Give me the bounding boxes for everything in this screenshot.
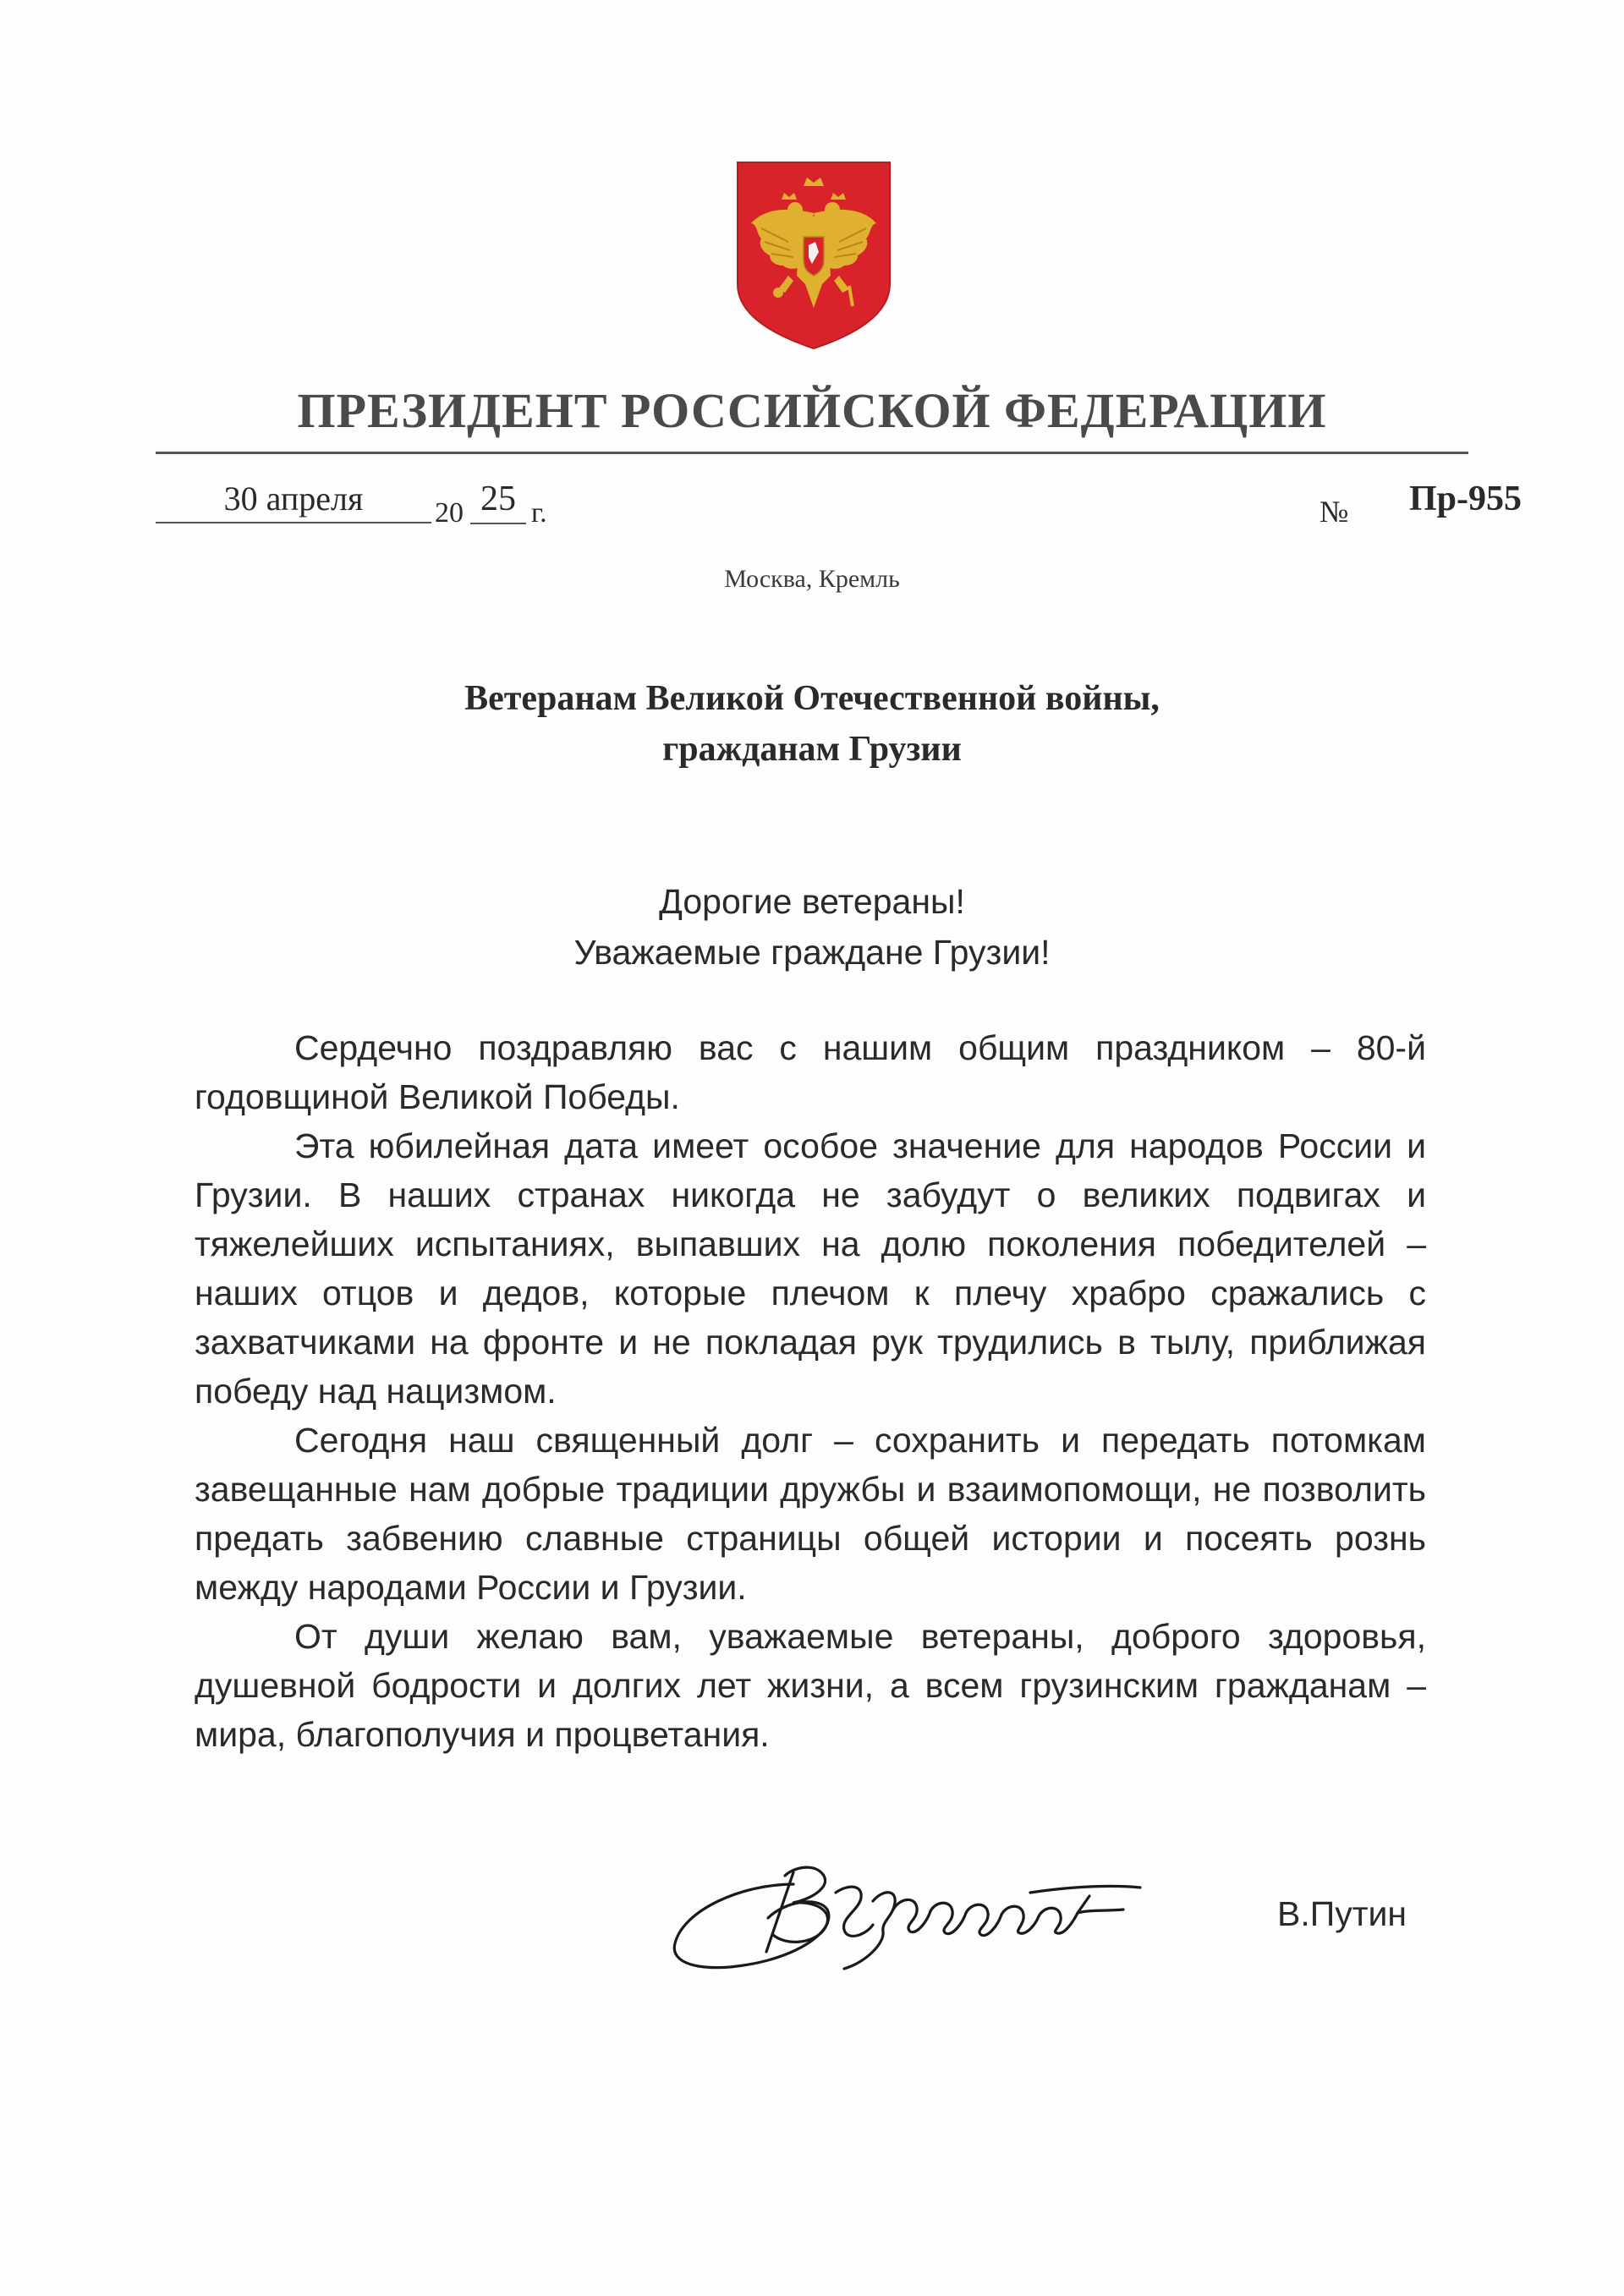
- date-year-mark: г.: [531, 497, 547, 529]
- signer-name: В.Путин: [1277, 1894, 1407, 1933]
- body-paragraph: Сегодня наш священный долг – сохранить и передать потомкам завещанные нам добрые традиции дружбы и взаимопомощи, не позволить предать забвению славные страницы общей истории и посеять рознь между народами России и Грузии.: [195, 1421, 1426, 1607]
- date-year-suffix: 25: [470, 479, 526, 524]
- document-number: Пр-955: [1409, 479, 1522, 518]
- place-of-issue: Москва, Кремль: [724, 565, 900, 593]
- letter-body: [195, 1023, 1426, 1759]
- body-paragraph: Эта юбилейная дата имеет особое значение для народов России и Грузии. В наших странах никогда не забудут о великих подвигах и тяжелейших испытаниях, выпавших на долю поколения победителей – наших отцов и дедов, которые плечом к плечу храбро сражались с захватчиками на фронте и не покладая рук трудились в тылу, приближая победу над нацизмом.: [195, 1126, 1426, 1411]
- body-paragraph: Сердечно поздравляю вас с нашим общим праздником – 80-й годовщиной Великой Победы.: [195, 1028, 1426, 1116]
- handwritten-signature-icon: [667, 1850, 1208, 1977]
- addressee: [0, 673, 1624, 775]
- page-title: ПРЕЗИДЕНТ РОССИЙСКОЙ ФЕДЕРАЦИИ: [297, 383, 1327, 438]
- addressee-line: гражданам Грузии: [662, 730, 962, 769]
- salutation-line: Уважаемые граждане Грузии!: [573, 933, 1051, 972]
- header-divider: [156, 452, 1468, 454]
- body-paragraph: От души желаю вам, уважаемые ветераны, доброго здоровья, душевной бодрости и долгих лет жизни, а всем грузинским гражданам – мира, благополучия и процветания.: [195, 1617, 1426, 1754]
- addressee-line: Ветеранам Великой Отечественной войны,: [464, 679, 1160, 718]
- salutation: [0, 876, 1624, 978]
- date-century: 20: [435, 497, 464, 529]
- date-day-month: 30 апреля: [156, 479, 431, 523]
- coat-of-arms-russia-icon: [732, 157, 895, 352]
- document-number-label: №: [1320, 495, 1349, 529]
- salutation-line: Дорогие ветераны!: [659, 882, 965, 921]
